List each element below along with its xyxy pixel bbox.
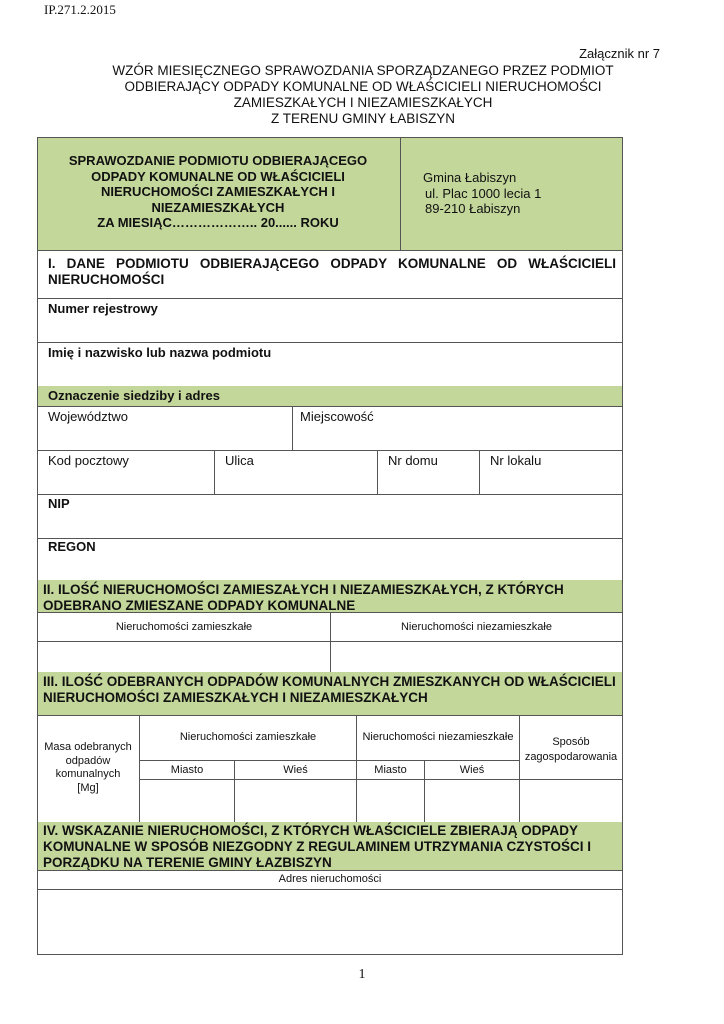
report-title-line-3: NIERUCHOMOŚCI ZAMIESZKAŁYCH I [101,184,335,199]
title-line-4: Z TERENU GMINY ŁABISZYN [270,111,456,126]
regon-label: REGON [48,539,96,554]
entity-name-label: Imię i nazwisko lub nazwa podmiotu [48,345,272,360]
street-field[interactable] [215,468,377,494]
s2-inhabited-value[interactable] [38,642,330,672]
registry-number-label: Numer rejestrowy [48,301,158,316]
recipient-address [423,170,541,217]
method-header [520,735,622,765]
report-period[interactable]: ZA MIESIĄC……………….. 20...... ROKU [97,215,339,230]
s3-uninhabited-header: Nieruchomości niezamieszkałe [362,731,514,743]
s3-inhabited-city: Miasto [170,764,204,776]
section-2-title: II. ILOŚĆ NIERUCHOMOŚCI ZAMIESZAŁYCH I NIEZAMIESZKAŁYCH, Z KTÓRYCH ODEBRANO ZMIESZANE ODPADY KOMUNALNE [43,582,564,613]
nip-label: NIP [48,496,70,511]
house-number-label: Nr domu [388,453,438,468]
recipient-postal: 89-210 Łabiszyn [425,201,521,216]
regon-field[interactable] [38,556,622,580]
s3-method-value[interactable] [520,780,622,822]
s3-uninhabited-city: Miasto [374,764,407,776]
s3-inhabited-header: Nieruchomości zamieszkałe [179,731,317,743]
postal-code-field[interactable] [38,468,214,494]
nip-field[interactable] [38,512,622,538]
voivodeship-label: Województwo [48,409,128,424]
property-address-header: Adres nieruchomości [278,873,382,885]
section-4-title: IV. WSKAZANIE NIERUCHOMOŚCI, Z KTÓRYCH WŁAŚCICIELE ZBIERAJĄ ODPADY KOMUNALNE W SPOSÓB NIEZGODNY Z REGULAMINEM UTRZYMANIA CZYSTOŚCI I PORZĄDKU NA TERENIE GMINY ŁAZBISZYN [43,823,592,870]
report-title-line-2: ODPADY KOMUNALNE OD WŁAŚCICIELI [91,168,345,184]
locality-field[interactable] [293,424,622,450]
address-heading: Oznaczenie siedziby i adres [48,388,220,403]
house-number-field[interactable] [378,468,479,494]
method-header-line-1: Sposób [552,736,590,748]
s3-inhabited-village: Wieś [283,764,308,776]
recipient-name: Gmina Łabiszyn [423,170,517,185]
title-line-1: WZÓR MIESIĘCZNEGO SPRAWOZDANIA SPORZĄDZANEGO PRZEZ PODMIOT [112,63,614,78]
mass-header-line-4: [Mg] [77,781,99,794]
document-reference: IP.271.2.2015 [44,2,116,17]
s2-uninhabited-header: Nieruchomości niezamieszkałe [400,621,552,633]
mass-header-line-2: odpadów [65,754,111,767]
mass-header [38,741,138,795]
s3-inhabited-city-value[interactable] [140,780,234,822]
report-title-line-1: SPRAWOZDANIE PODMIOTU ODBIERAJĄCEGO [68,153,368,168]
recipient-street: ul. Plac 1000 lecia 1 [425,185,542,201]
apartment-number-label: Nr lokalu [490,453,542,468]
annex-label: Załącznik nr 7 [579,46,660,61]
title-line-2: ODBIERAJĄCY ODPADY KOMUNALNE OD WŁAŚCICIELI NIERUCHOMOŚCI [124,79,602,94]
document-title [80,63,646,127]
apartment-number-field[interactable] [480,468,622,494]
locality-label: Miejscowość [300,409,374,424]
page-number: 1 [358,967,366,982]
property-address-field[interactable] [38,890,622,954]
postal-code-label: Kod pocztowy [48,453,129,468]
s3-inhabited-village-value[interactable] [235,780,356,822]
section-1-title: I. DANE PODMIOTU ODBIERAJĄCEGO ODPADY KOMUNALNE OD WŁAŚCICIELI NIERUCHOMOŚCI [48,256,616,287]
entity-name-field[interactable] [38,362,622,386]
voivodeship-field[interactable] [38,424,292,450]
s2-uninhabited-value[interactable] [331,642,622,672]
report-title-line-4: NIEZAMIESZKAŁYCH [151,199,285,215]
mass-header-line-3: komunalnych [55,768,121,780]
s3-uninhabited-village: Wieś [459,764,485,776]
section-3-title: III. ILOŚĆ ODEBRANYCH ODPADÓW KOMUNALNYCH ZMIESZKANYCH OD WŁAŚCICIELI NIERUCHOMOŚCI ZAMIESZKAŁYCH I NIEZAMIESZKAŁYCH [43,674,616,705]
s3-uninhabited-village-value[interactable] [425,780,519,822]
s3-uninhabited-city-value[interactable] [357,780,424,822]
s2-inhabited-header: Nieruchomości zamieszkałe [115,621,253,633]
street-label: Ulica [225,453,254,468]
report-title [48,153,388,231]
title-line-3: ZAMIESZKAŁYCH I NIEZAMIESZKAŁYCH [233,95,493,110]
registry-number-field[interactable] [38,318,622,342]
report-form [37,137,623,955]
method-header-line-2: zagospodarowania [524,751,618,763]
mass-header-line-1: Masa odebranych [44,741,132,753]
